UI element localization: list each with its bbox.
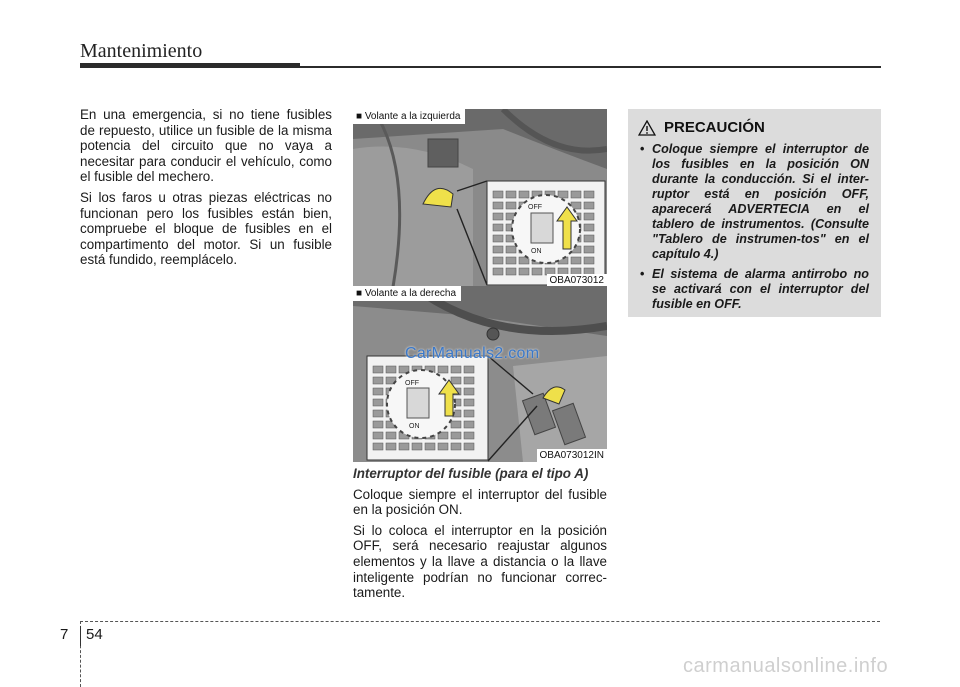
switch-off-label: OFF	[405, 380, 419, 387]
header-rule-thick	[80, 63, 300, 68]
fuse-panel-illustration	[353, 286, 607, 462]
section-heading: Interruptor del fusible (para el tipo A)	[353, 466, 589, 481]
fuse-panel-figure-left-drive	[353, 109, 607, 287]
switch-on-label: ON	[409, 423, 420, 430]
caution-item	[640, 142, 869, 262]
bullet: •	[640, 267, 645, 281]
fuse-panel-figure-right-drive	[353, 286, 607, 462]
figure-tag: ■ Volante a la izquierda	[353, 109, 465, 124]
paragraph: Si lo coloca el interruptor en la posición OFF, será necesario reajustar algunos elementos y la llave a distancia o la llave inteligente podrían no funcionar correc-tamente.	[353, 522, 607, 601]
watermark-link[interactable]: CarManuals2.com	[405, 345, 540, 362]
bullet: •	[640, 142, 645, 156]
middle-column	[353, 466, 607, 606]
page-header-title: Mantenimiento	[80, 40, 203, 62]
left-column	[80, 107, 332, 273]
switch-off-label: OFF	[528, 204, 542, 211]
figure-code: OBA073012	[547, 274, 608, 287]
chapter-number: 7	[60, 626, 69, 643]
caution-list	[640, 142, 869, 312]
page-number: 54	[86, 626, 103, 643]
paragraph: Coloque siempre el interruptor del fusible en la posición ON.	[353, 486, 607, 518]
caution-item	[640, 267, 869, 312]
paragraph: En una emergencia, si no tiene fusibles de repuesto, utilice un fusible de la misma potencia del circuito que no vaya a necesitar para conducir el vehículo, como el fusible del mechero.	[80, 107, 332, 185]
paragraph: Si los faros u otras piezas eléctricas no funcionan pero los fusibles están bien, compruebe el bloque de fusibles en el compartimento del motor. Si un fusible está fundido, reemplácelo.	[80, 189, 332, 268]
header-rule-thin	[300, 66, 881, 68]
caution-item-text: Coloque siempre el interruptor de los fusibles en la posición ON durante la conducción. Si el inter-ruptor está en posición OFF, aparecerá ADVERTECIA en el tablero de instrumentos. (Consulte "Tablero de instrumen-tos" en el capítulo 4.)	[652, 142, 869, 261]
switch-on-label: ON	[531, 248, 542, 255]
caution-box	[628, 109, 881, 317]
figure-tag: ■ Volante a la derecha	[353, 286, 461, 301]
site-watermark: carmanualsonline.info	[683, 655, 889, 677]
page-number-separator	[80, 626, 81, 646]
footer-rule	[80, 621, 880, 622]
warning-triangle-icon	[638, 120, 656, 136]
caution-header	[638, 119, 869, 136]
fuse-panel-illustration	[353, 109, 607, 287]
caution-title: PRECAUCIÓN	[664, 119, 765, 136]
caution-item-text: El sistema de alarma antirrobo no se activará con el interruptor del fusible en OFF.	[652, 267, 869, 311]
figure-code: OBA073012IN	[537, 449, 608, 462]
